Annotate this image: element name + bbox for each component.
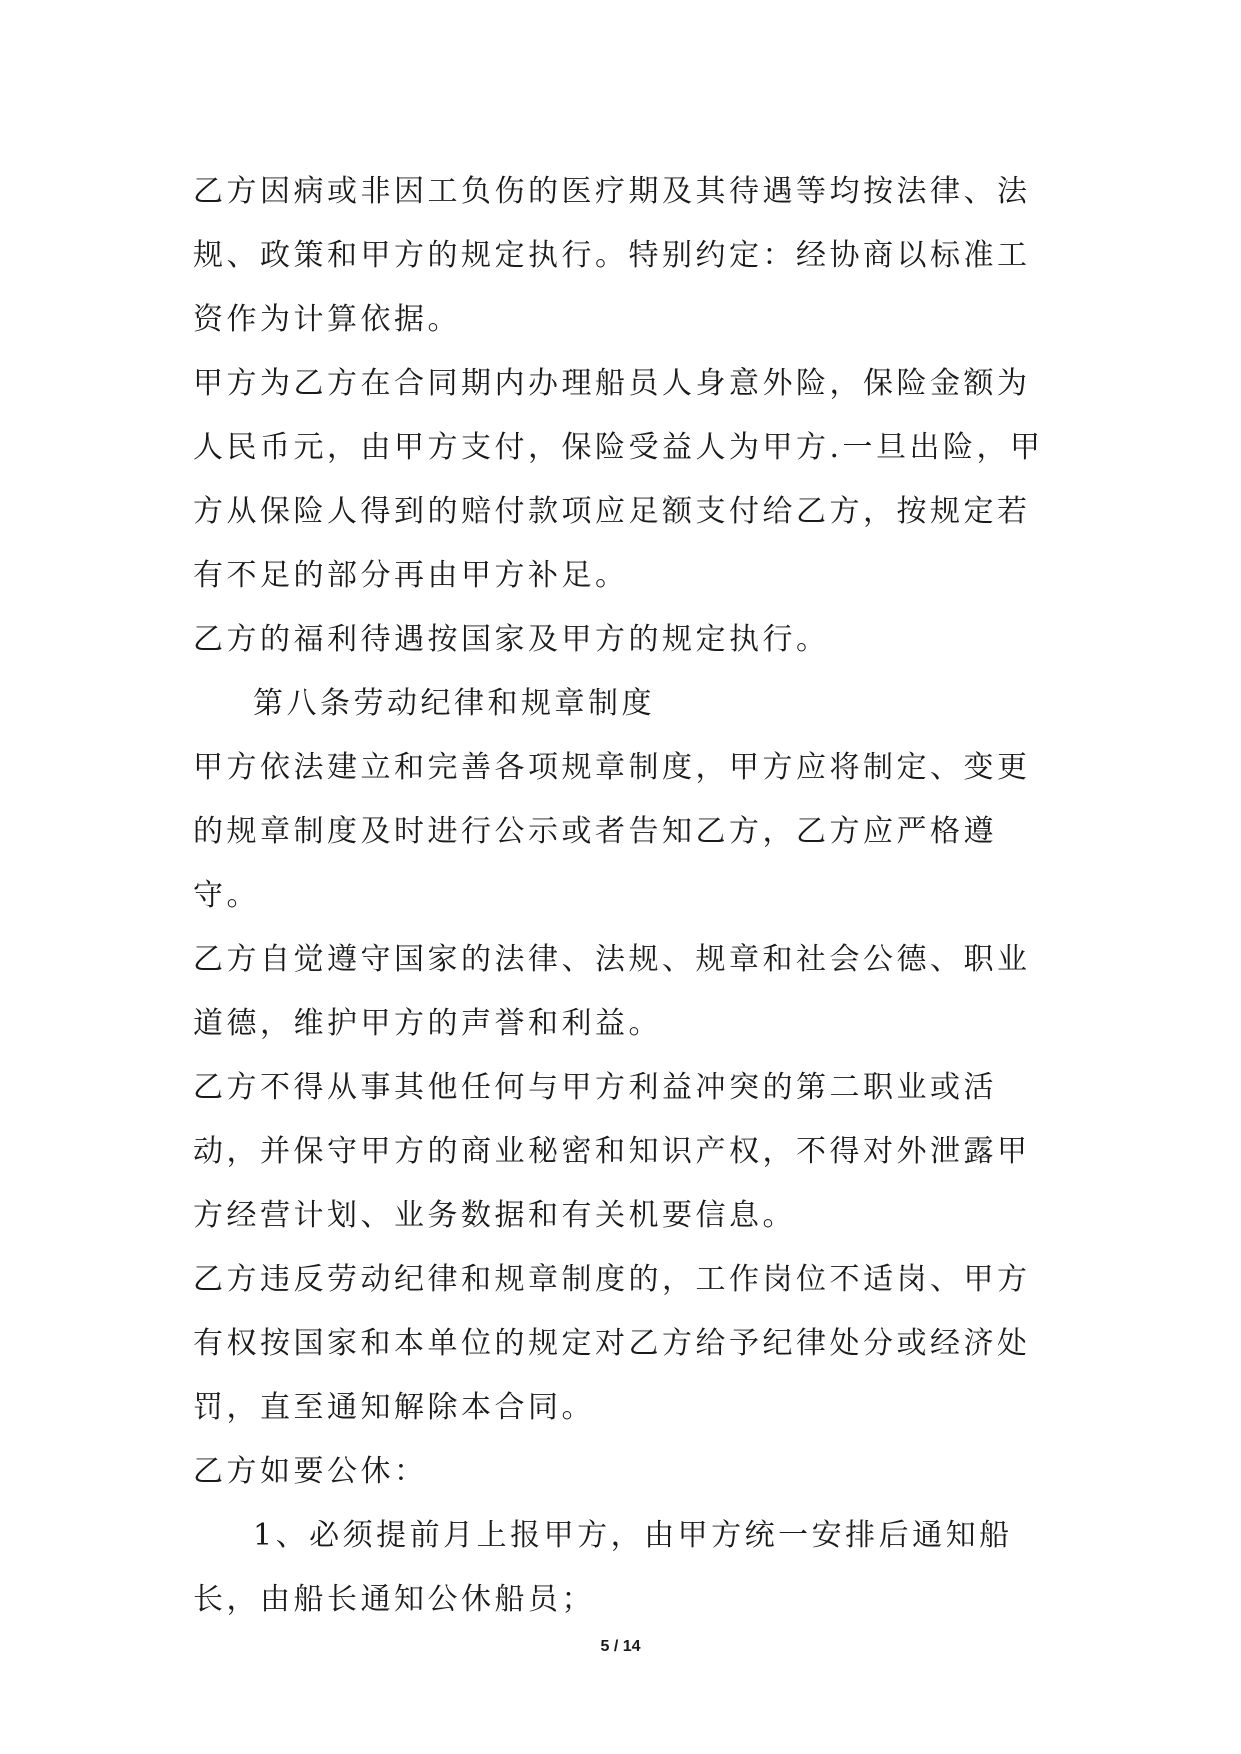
paragraph: 乙方不得从事其他任何与甲方利益冲突的第二职业或活动，并保守甲方的商业秘密和知识产权，不得对外泄露甲方经营计划、业务数据和有关机要信息。 (193, 1070, 1031, 1233)
paragraph: 乙方的福利待遇按国家及甲方的规定执行。 (193, 622, 830, 657)
list-item: 1、必须提前月上报甲方，由甲方统一安排后通知船长，由船长通知公休船员； (193, 1518, 1013, 1617)
paragraph: 乙方自觉遵守国家的法律、法规、规章和社会公德、职业道德，维护甲方的声誉和利益。 (193, 942, 1031, 1041)
section-heading: 第八条劳动纪律和规章制度 (253, 686, 655, 721)
page-number: 5 / 14 (600, 1638, 641, 1655)
paragraph: 乙方因病或非因工负伤的医疗期及其待遇等均按法律、法规、政策和甲方的规定执行。特别约定：经协商以标准工资作为计算依据。 (193, 174, 1031, 337)
document-body (193, 160, 1051, 1632)
paragraph: 乙方如要公休： (193, 1454, 428, 1489)
paragraph: 乙方违反劳动纪律和规章制度的，工作岗位不适岗、甲方有权按国家和本单位的规定对乙方给予纪律处分或经济处罚，直至通知解除本合同。 (193, 1262, 1031, 1425)
paragraph: 甲方依法建立和完善各项规章制度，甲方应将制定、变更的规章制度及时进行公示或者告知乙方，乙方应严格遵守。 (193, 750, 1031, 913)
paragraph: 甲方为乙方在合同期内办理船员人身意外险，保险金额为人民币元，由甲方支付，保险受益人为甲方.一旦出险，甲方从保险人得到的赔付款项应足额支付给乙方，按规定若有不足的部分再由甲方补足。 (193, 366, 1044, 593)
